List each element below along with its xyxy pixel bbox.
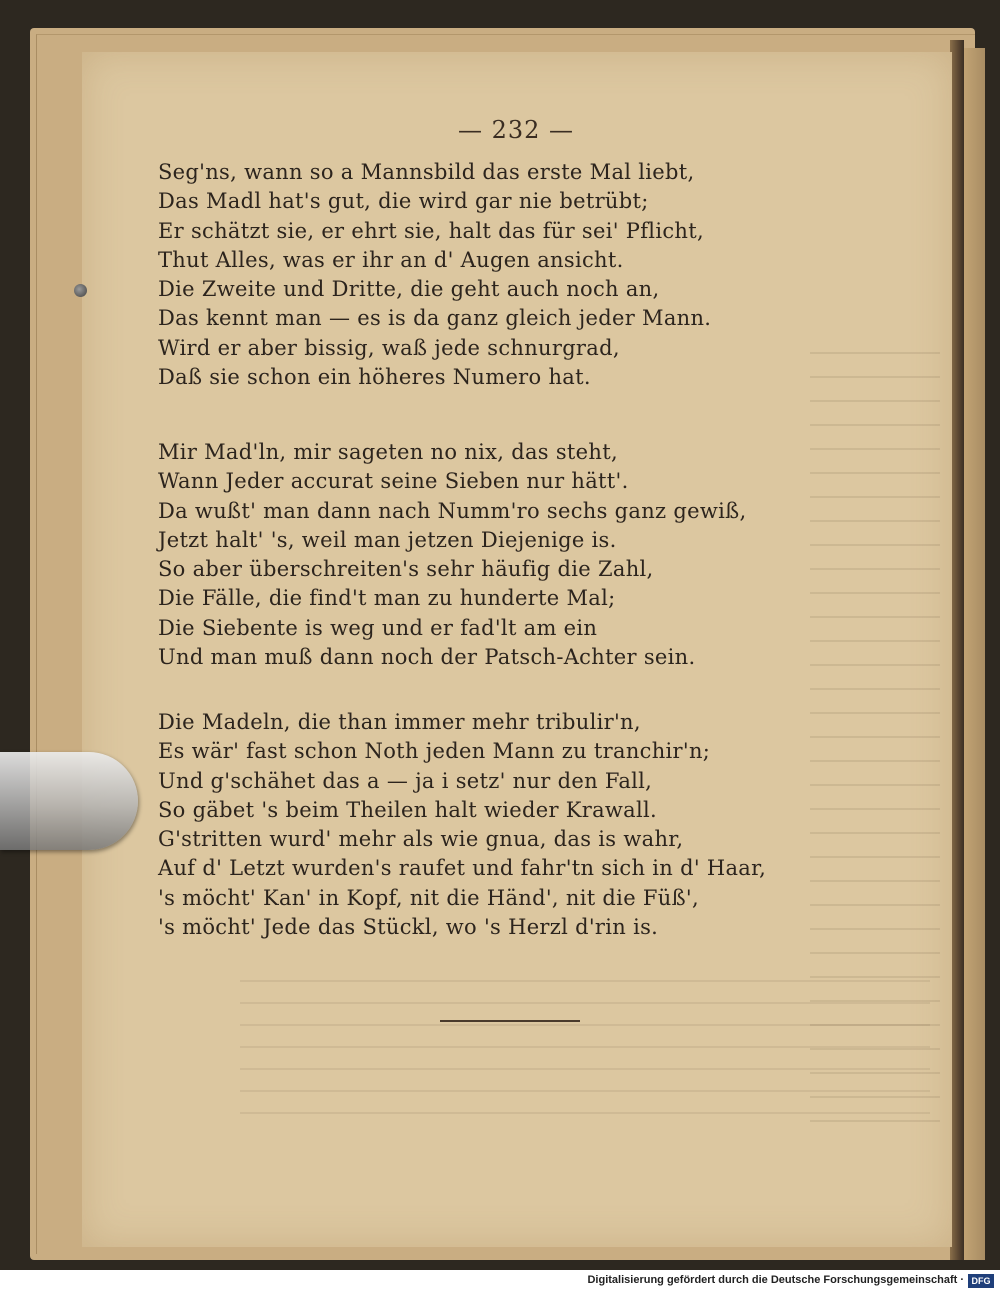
show-through-text-bottom <box>240 960 930 1130</box>
page-clip <box>0 752 138 850</box>
verse-line: 's möcht' Jede das Stückl, wo 's Herzl d'rin is. <box>158 915 659 940</box>
verse-line: So gäbet 's beim Theilen halt wieder Krawall. <box>158 797 658 822</box>
binding-hole <box>74 284 87 297</box>
page-number: — 232 — <box>457 116 575 144</box>
facing-page-edge <box>963 48 985 1260</box>
book-gutter <box>950 40 964 1260</box>
footer-credit: Digitalisierung gefördert durch die Deutsche Forschungsgemeinschaft · <box>587 1274 964 1286</box>
verse-line: Die Fälle, die find't man zu hunderte Mal; <box>158 586 616 611</box>
verse-line: Es wär' fast schon Noth jeden Mann zu tranchir'n; <box>158 739 711 764</box>
verse-line: Die Siebente is weg und er fad'lt am ein <box>158 615 598 640</box>
verse-line: Die Madeln, die than immer mehr tribulir'n, <box>158 710 641 734</box>
verse-line: Er schätzt sie, er ehrt sie, halt das für sei' Pflicht, <box>158 218 704 243</box>
verse-line: Thut Alles, was er ihr an d' Augen ansicht. <box>158 247 624 272</box>
verse-line: Und man muß dann noch der Patsch-Achter sein. <box>158 645 696 670</box>
verse-line: Jetzt halt' 's, weil man jetzen Diejenige is. <box>158 527 617 552</box>
verse-line: Wird er aber bissig, waß jede schnurgrad, <box>158 335 620 360</box>
stanza-3 <box>158 708 858 942</box>
verse-line: Da wußt' man dann nach Numm'ro sechs ganz gewiß, <box>158 498 747 523</box>
verse-line: 's möcht' Kan' in Kopf, nit die Händ', nit die Füß', <box>158 885 699 910</box>
verse-line: Die Zweite und Dritte, die geht auch noch an, <box>158 277 660 302</box>
verse-line: Seg'ns, wann so a Mannsbild das erste Mal liebt, <box>158 160 695 184</box>
verse-line: Auf d' Letzt wurden's raufet und fahr'tn sich in d' Haar, <box>158 856 767 881</box>
verse-line: So aber überschreiten's sehr häufig die Zahl, <box>158 557 654 582</box>
stanza-2 <box>158 438 858 672</box>
verse-line: Und g'schähet das a — ja i setz' nur den Fall, <box>158 768 653 793</box>
verse-line: Wann Jeder accurat seine Sieben nur hätt'. <box>158 469 629 494</box>
verse-line: Mir Mad'ln, mir sageten no nix, das steht, <box>158 440 618 464</box>
footer-bar <box>0 1270 1000 1293</box>
closing-rule <box>440 1020 580 1022</box>
verse-line: Das kennt man — es is da ganz gleich jeder Mann. <box>158 306 712 331</box>
verse-line: Daß sie schon ein höheres Numero hat. <box>158 365 591 390</box>
stanza-1 <box>158 158 858 392</box>
verse-line: Das Madl hat's gut, die wird gar nie betrübt; <box>158 189 649 214</box>
verse-line: G'stritten wurd' mehr als wie gnua, das is wahr, <box>158 827 684 852</box>
dfg-logo-icon: DFG <box>968 1274 994 1288</box>
